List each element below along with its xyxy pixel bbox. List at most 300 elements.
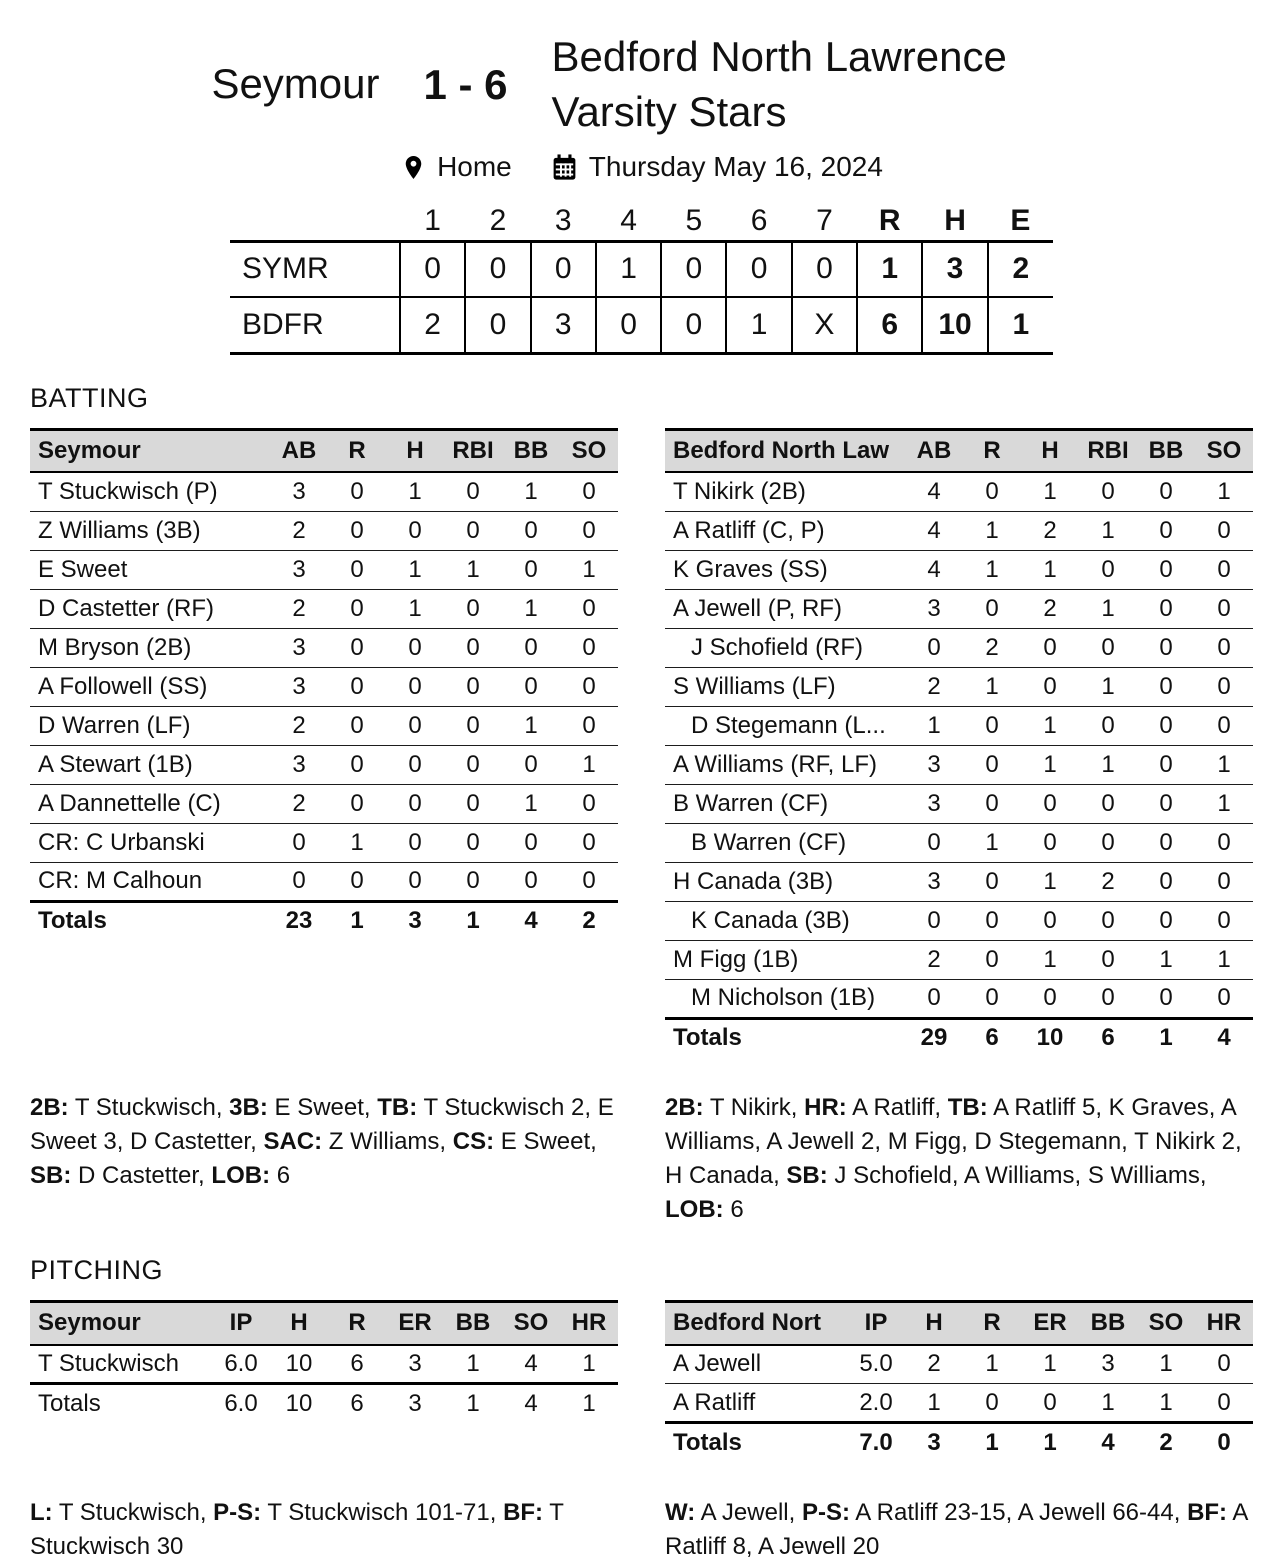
away-batting-table [30,428,618,941]
stat-value: 0 [905,628,963,667]
stat-column-header: ER [386,1302,444,1345]
stat-note-label: W: [665,1498,696,1526]
final-score: 1 - 6 [423,60,508,108]
stat-value: 2 [270,784,328,823]
stat-column-header: SO [1137,1302,1195,1345]
stat-value: 0 [1137,667,1195,706]
inning-score: 0 [726,241,791,297]
summary-score: 3 [922,241,987,297]
stat-value: 1 [963,823,1021,862]
player-row [665,706,1253,745]
player-name: D Warren (LF) [30,706,270,745]
stat-value: 1 [963,667,1021,706]
game-date: Thursday May 16, 2024 [588,151,883,183]
stat-value: 3 [270,472,328,511]
stat-value: 0 [444,823,502,862]
stat-value: 0 [963,589,1021,628]
player-name: CR: M Calhoun [38,867,203,895]
summary-score: 1 [857,241,922,297]
stat-value: 0 [1101,984,1115,1012]
totals-value: 6 [1079,1018,1137,1057]
game-title [30,30,1253,139]
player-row [665,667,1253,706]
player-row [30,745,618,784]
summary-score: 1 [988,297,1053,353]
stat-note-label: BF: [1187,1498,1228,1526]
inning-header: 1 [424,204,441,238]
stat-value: 0 [1079,940,1137,979]
stat-value: 0 [524,867,538,895]
player-name: M Figg (1B) [665,940,905,979]
player-name: D Castetter (RF) [30,589,270,628]
stat-value: 1 [1079,667,1137,706]
stat-value: 0 [1195,667,1253,706]
team-abbreviation: BDFR [230,297,400,353]
stat-value: 0 [985,984,999,1012]
inning-score: 3 [531,297,596,353]
stat-value: 0 [905,823,963,862]
stat-value: 0 [386,628,444,667]
player-name: J Schofield (RF) [665,628,905,667]
team-abbreviation: SYMR [242,252,329,286]
player-row [665,979,1253,1018]
player-row [30,667,618,706]
stat-value: 1 [927,1388,941,1416]
stat-note-label: L: [30,1498,53,1526]
player-name: K Canada (3B) [665,901,905,940]
player-name: T Stuckwisch [38,1349,179,1377]
totals-value: 29 [905,1018,963,1057]
stat-value: 0 [350,867,364,895]
stat-value: 0 [408,867,422,895]
stat-value: 2 [1079,862,1137,901]
stat-value: 0 [502,745,560,784]
totals-value: 1 [444,901,502,940]
away-pitching-notes: L: T Stuckwisch, P-S: T Stuckwisch 101-71, BF: T Stuckwisch 30 [30,1498,564,1560]
stat-value: 1 [1101,1388,1115,1416]
stat-value: 1 [1021,1345,1079,1384]
stat-value: 0 [1195,862,1253,901]
stat-value: 0 [1195,901,1253,940]
stat-value: 0 [328,550,386,589]
inning-score: 0 [661,297,726,353]
player-row [665,1345,1253,1384]
inning-header: 2 [489,204,507,238]
stat-value: 0 [1021,628,1079,667]
stat-value: 0 [386,706,444,745]
inning-header: 5 [685,204,703,238]
stat-value: 1 [1195,784,1253,823]
player-row [30,823,618,862]
location-label: Home [437,151,512,183]
totals-value: 10 [1021,1018,1079,1057]
stat-value: 0 [1137,472,1195,511]
inning-score: 2 [400,297,465,353]
stat-value: 1 [963,1345,1021,1384]
stat-value: 1 [963,511,1021,550]
stat-value: 0 [1137,745,1195,784]
inning-score: 0 [596,297,661,353]
stat-value: 0 [1079,784,1137,823]
line-score-header-row [230,203,1053,241]
stat-note-label: SB: [30,1162,72,1190]
totals-value: 1 [1021,1423,1079,1462]
stat-value: 3 [905,862,963,901]
stat-value: 0 [963,745,1021,784]
stat-value: 3 [1079,1345,1137,1384]
summary-score: 6 [857,297,922,353]
stat-value: 1 [1137,940,1195,979]
stat-value: 1 [386,550,444,589]
stat-value: 1 [444,550,502,589]
totals-value: 1 [328,901,386,940]
player-name: A Jewell (P, RF) [665,589,905,628]
stat-note-label: CS: [452,1128,495,1156]
stat-column-header: IP [847,1302,905,1345]
stat-column-header: H [905,1302,963,1345]
player-row [665,511,1253,550]
totals-value: 4 [1079,1423,1137,1462]
stat-value: 0 [1195,823,1253,862]
stat-value: 1 [386,472,444,511]
stat-column-header: R [328,429,386,472]
stat-value: 1 [1021,472,1079,511]
stat-value: 0 [1079,901,1137,940]
stat-value: 0 [1021,784,1079,823]
stat-value: 0 [582,867,596,895]
stat-value: 1 [1021,550,1079,589]
player-name: T Stuckwisch (P) [30,472,270,511]
totals-label: Totals [665,1018,905,1057]
stat-value: 1 [1079,745,1137,784]
stat-value: 0 [1021,667,1079,706]
stat-value: 0 [560,472,618,511]
stat-value: 1 [905,706,963,745]
totals-row [665,1018,1253,1057]
stat-value: 1 [1079,511,1137,550]
stat-value: 0 [560,667,618,706]
player-name: A Stewart (1B) [30,745,270,784]
inning-score: 0 [661,241,726,297]
stat-header-row [665,1302,1253,1345]
player-row [665,901,1253,940]
stat-column-header: R [963,429,1021,472]
stat-value: 1 [1021,862,1079,901]
stat-value: 0 [502,550,560,589]
player-row [665,823,1253,862]
inning-score: 0 [531,241,596,297]
stat-value: 0 [270,823,328,862]
stat-value: 0 [560,589,618,628]
totals-label: Totals [30,1384,212,1423]
stat-value: 0 [1079,823,1137,862]
stat-value: 0 [502,511,560,550]
stat-value: 0 [328,745,386,784]
totals-row [665,1423,1253,1462]
stat-column-header: HR [560,1302,618,1345]
stat-value: 0 [1137,784,1195,823]
inning-score: X [792,297,857,353]
stat-column-header: IP [212,1302,270,1345]
player-name: B Warren (CF) [665,823,905,862]
stat-value: 0 [1043,1388,1057,1416]
stat-value: 0 [1195,628,1253,667]
stat-value: 0 [1137,862,1195,901]
stat-column-header: HR [1195,1302,1253,1345]
stat-value: 0 [1137,550,1195,589]
player-row [665,940,1253,979]
location-meta [400,151,512,183]
stat-value: 4 [524,1349,538,1377]
pitching-section [30,1300,1253,1564]
stat-value: 0 [1159,984,1173,1012]
calendar-icon [550,153,579,182]
stat-value: 6.0 [224,1349,258,1377]
stat-note-label: 2B: [30,1094,69,1122]
player-name: M Nicholson (1B) [691,984,876,1012]
player-name: A Jewell [665,1345,847,1384]
map-pin-icon [400,154,427,181]
stat-value: 0 [963,472,1021,511]
stat-value: 2 [1021,589,1079,628]
stat-value: 0 [444,628,502,667]
player-row [665,589,1253,628]
stat-value: 2 [270,589,328,628]
inning-score: 1 [596,241,661,297]
player-row [30,1345,618,1384]
player-row [665,628,1253,667]
stat-value: 0 [502,628,560,667]
inning-header: 7 [816,204,833,238]
stat-value: 0 [444,745,502,784]
stat-value: 1 [582,1349,596,1377]
stat-value: 2 [905,940,963,979]
totals-value: 23 [270,901,328,940]
line-score-row [230,241,1053,297]
stat-value: 0 [560,511,618,550]
totals-value: 4 [1195,1018,1253,1057]
stat-value: 1 [466,1349,480,1377]
stat-value: 1 [560,550,618,589]
stat-value: 0 [1021,823,1079,862]
summary-score: 2 [988,241,1053,297]
inning-score: 0 [792,241,857,297]
stat-value: 3 [905,745,963,784]
stat-value: 0 [444,784,502,823]
stat-column-header: AB [905,429,963,472]
player-row [665,472,1253,511]
stat-value: 0 [444,472,502,511]
line-score-table [230,203,1053,355]
stat-value: 0 [328,589,386,628]
pitching-section-title: PITCHING [30,1255,164,1286]
stat-column-header: R [963,1302,1021,1345]
stat-value: 0 [963,862,1021,901]
player-row [665,862,1253,901]
stat-value: 0 [1043,984,1057,1012]
stat-value: 0 [328,628,386,667]
player-name: S Williams (LF) [665,667,905,706]
stat-column-header: SO [502,1302,560,1345]
stat-value: 1 [1021,940,1079,979]
player-name: D Stegemann (L... [665,706,905,745]
inning-score: 0 [400,241,465,297]
stat-value: 0 [1137,511,1195,550]
stat-value: 0 [1137,589,1195,628]
stat-value: 0 [292,867,306,895]
stat-value: 0 [1195,1345,1253,1384]
player-name: A Ratliff [673,1388,756,1416]
stat-value: 0 [1021,901,1079,940]
home-batting-notes: 2B: T Nikirk, HR: A Ratliff, TB: A Ratliff 5, K Graves, A Williams, A Jewell 2, M Figg, D Stegemann, T Nikirk 2, H Canada, SB: J Schofield, A Williams, S Williams, LOB: 6 [665,1094,1242,1224]
player-name: E Sweet [30,550,270,589]
stat-value: 1 [1137,1345,1195,1384]
stat-value: 0 [328,511,386,550]
stat-value: 0 [963,940,1021,979]
home-pitching-table [665,1300,1253,1462]
summary-header: R [878,204,901,238]
stat-value: 0 [1079,550,1137,589]
stat-note-label: LOB: [211,1162,271,1190]
inning-score: 0 [465,297,530,353]
stat-header-row [30,1302,618,1345]
player-row [665,784,1253,823]
stat-value: 4 [905,550,963,589]
team-column-header: Seymour [30,1302,212,1345]
stat-value: 5.0 [847,1345,905,1384]
totals-label: Totals [665,1423,847,1462]
inning-score: 0 [465,241,530,297]
totals-value: 3 [386,901,444,940]
player-row [665,745,1253,784]
stat-value: 3 [270,667,328,706]
totals-value: 3 [905,1423,963,1462]
stat-value: 0 [1079,706,1137,745]
inning-header: 6 [750,204,768,238]
totals-value: 1 [444,1384,502,1423]
player-row [665,550,1253,589]
stat-note-label: P-S: [801,1498,850,1526]
stat-value: 2 [1021,511,1079,550]
stat-note-label: LOB: [665,1196,724,1224]
stat-value: 3 [408,1349,422,1377]
stat-value: 1 [1159,1388,1173,1416]
totals-value: 1 [963,1423,1021,1462]
stat-value: 0 [560,628,618,667]
stat-column-header: BB [502,429,560,472]
stat-value: 2 [905,1345,963,1384]
stat-value: 0 [560,784,618,823]
stat-value: 0 [963,784,1021,823]
away-batting-notes: 2B: T Stuckwisch, 3B: E Sweet, TB: T Stuckwisch 2, E Sweet 3, D Castetter, SAC: Z Williams, CS: E Sweet, SB: D Castetter, LOB: 6 [30,1094,614,1190]
stat-value: 1 [1195,745,1253,784]
totals-value: 0 [1195,1423,1253,1462]
stat-value: 1 [560,745,618,784]
stat-value: 1 [1079,589,1137,628]
stat-note-label: HR: [804,1094,847,1122]
stat-column-header: R [328,1302,386,1345]
stat-note-label: 2B: [665,1094,704,1122]
stat-value: 1 [963,550,1021,589]
stat-value: 0 [1195,550,1253,589]
stat-value: 0 [386,823,444,862]
stat-value: 0 [386,745,444,784]
stat-value: 3 [905,784,963,823]
stat-value: 0 [328,784,386,823]
stat-value: 0 [328,706,386,745]
stat-value: 0 [444,706,502,745]
player-row [30,784,618,823]
player-name: B Warren (CF) [665,784,905,823]
stat-value: 0 [1195,706,1253,745]
summary-score: 10 [922,297,987,353]
inning-score: 1 [726,297,791,353]
player-name: M Bryson (2B) [30,628,270,667]
player-row [30,706,618,745]
stat-value: 2 [963,628,1021,667]
stat-value: 1 [1021,745,1079,784]
stat-note-label: TB: [947,1094,988,1122]
team-column-header: Bedford Nort [665,1302,847,1345]
stat-value: 0 [1195,511,1253,550]
stat-note-label: SAC: [263,1128,323,1156]
stat-value: 0 [963,706,1021,745]
stat-value: 3 [270,550,328,589]
stat-value: 0 [560,706,618,745]
away-pitching-table [30,1300,618,1423]
stat-column-header: RBI [444,429,502,472]
stat-value: 0 [560,823,618,862]
totals-value: 6 [328,1384,386,1423]
player-name: K Graves (SS) [665,550,905,589]
stat-value: 0 [1195,589,1253,628]
player-row [30,628,618,667]
stat-value: 1 [1195,940,1253,979]
totals-value: 2 [560,901,618,940]
totals-value: 1 [1137,1018,1195,1057]
stat-value: 10 [285,1349,313,1377]
stat-value: 0 [386,511,444,550]
stat-value: 2 [905,667,963,706]
player-name: CR: C Urbanski [30,823,270,862]
player-name: H Canada (3B) [665,862,905,901]
home-batting-table [665,428,1253,1058]
stat-value: 1 [502,589,560,628]
totals-value: 6.0 [212,1384,270,1423]
totals-value: 6 [963,1018,1021,1057]
stat-value: 0 [328,667,386,706]
stat-header-row [665,429,1253,472]
stat-value: 2.0 [859,1388,893,1416]
stat-value: 0 [1137,706,1195,745]
totals-row [30,1384,618,1423]
stat-value: 2 [270,511,328,550]
stat-value: 1 [502,784,560,823]
totals-value: 7.0 [847,1423,905,1462]
totals-value: 4 [502,901,560,940]
stat-value: 0 [1137,628,1195,667]
totals-value: 10 [270,1384,328,1423]
stat-value: 0 [328,472,386,511]
inning-header: 3 [554,204,572,238]
totals-label: Totals [30,901,270,940]
stat-value: 1 [502,706,560,745]
stat-value: 0 [444,667,502,706]
stat-header-row [30,429,618,472]
stat-value: 0 [1079,472,1137,511]
away-team-name: Seymour [211,60,380,108]
stat-column-header: H [1021,429,1079,472]
